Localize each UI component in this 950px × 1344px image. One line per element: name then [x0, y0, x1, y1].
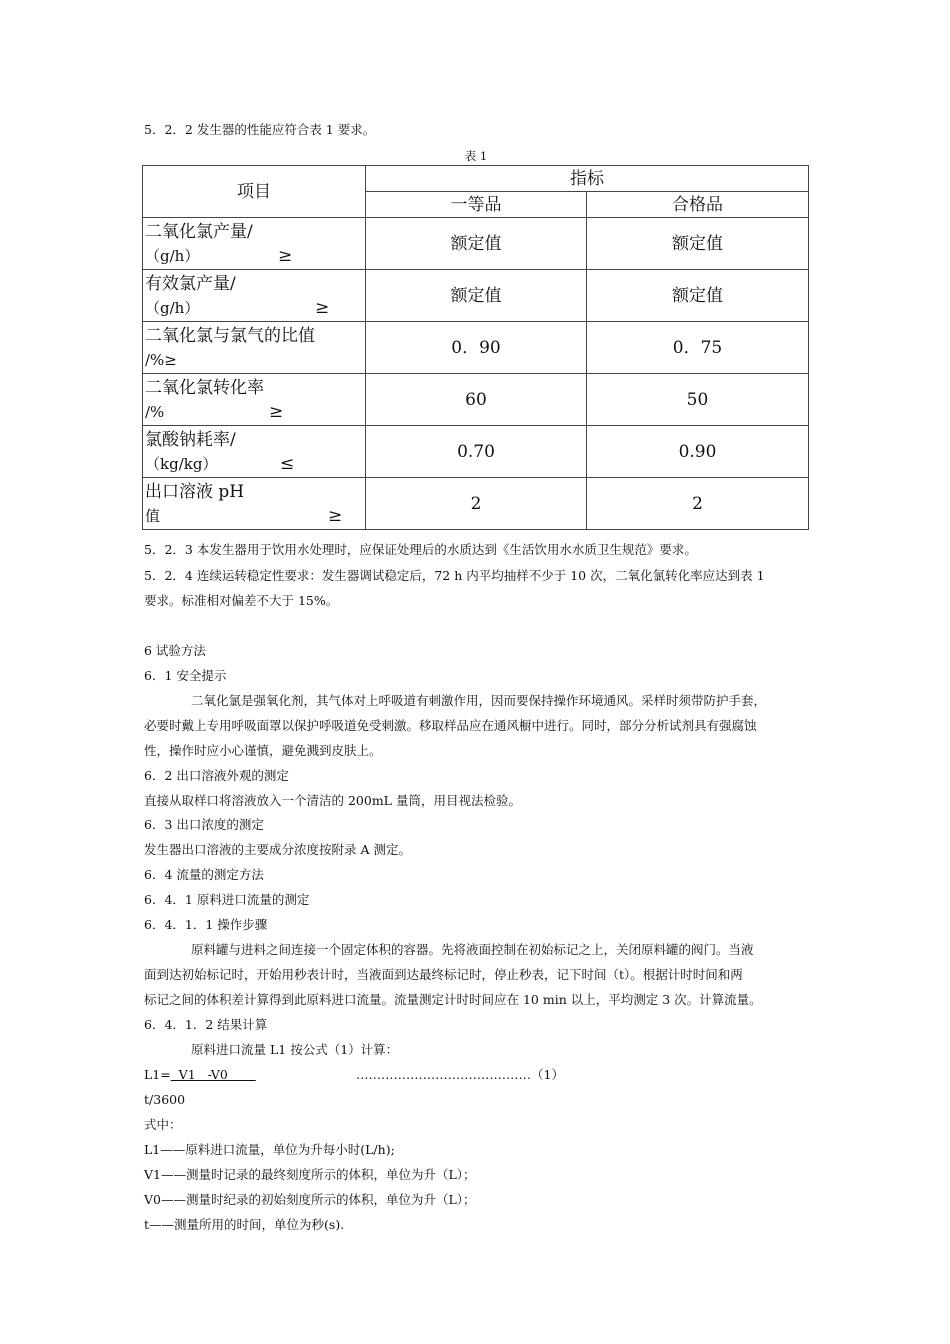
row-symbol: ≥ [315, 297, 330, 318]
section-6-2-title: 6．2 出口溶液外观的测定 [144, 768, 289, 783]
row-name: 出口溶液 pH [145, 481, 245, 502]
section-6-1-para-line1: 二氧化氯是强氧化剂，其气体对上呼吸道有刺激作用，因而要保持操作环境通风。采样时须带防护手套， [191, 693, 767, 708]
section-6-1-para-line3: 性，操作时应小心谨慎，避免溅到皮肤上。 [144, 743, 382, 758]
table-row [143, 426, 809, 478]
performance-table [142, 165, 809, 530]
cell-grade2: 额定值 [587, 270, 809, 322]
section-6-4-1-1-para-line1: 原料罐与进料之间连接一个固定体积的容器。先将液面控制在初始标记之上，关闭原料罐的阀门。当液 [191, 942, 754, 957]
row-symbol: ≥ [278, 245, 293, 266]
row-name: 氯酸钠耗率/ [145, 429, 236, 450]
section-6-3-title: 6．3 出口浓度的测定 [144, 817, 264, 832]
cell-grade2: 50 [587, 374, 809, 426]
row-unit: /% [145, 402, 165, 421]
section-6-4-title: 6．4 流量的测定方法 [144, 867, 264, 882]
table-row [143, 374, 809, 426]
cell-grade2: 2 [587, 478, 809, 530]
row-name: 有效氯产量/ [145, 273, 236, 294]
definition-l1: L1——原料进口流量，单位为升每小时(L/h); [144, 1142, 395, 1157]
table-row [143, 322, 809, 374]
header-item: 项目 [143, 166, 366, 218]
row-name: 二氧化氯转化率 [145, 377, 264, 398]
section-6-4-1-title: 6．4．1 原料进口流量的测定 [144, 892, 310, 907]
cell-grade1: 额定值 [366, 218, 587, 270]
row-name: 二氧化氯与氯气的比值 [145, 325, 315, 346]
formula-denominator: t/3600 [144, 1092, 186, 1107]
section-6-1-para-line2: 必要时戴上专用呼吸面罩以保护呼吸道免受刺激。移取样品应在通风橱中进行。同时，部分分析试剂具有强腐蚀 [144, 718, 757, 733]
cell-grade1: 2 [366, 478, 587, 530]
clause-5-2-2: 5．2．2 发生器的性能应符合表 1 要求。 [144, 122, 376, 137]
formula-line [144, 1062, 812, 1087]
row-symbol: ≤ [280, 453, 295, 474]
clause-5-2-3: 5．2．3 本发生器用于饮用水处理时，应保证处理后的水质达到《生活饮用水水质卫生规范》要求。 [144, 542, 697, 557]
cell-grade2: 额定值 [587, 218, 809, 270]
section-6-4-1-1-para-line3: 标记之间的体积差计算得到此原料进口流量。流量测定计时时间应在 10 min 以上，平均测定 3 次。计算流量。 [144, 992, 762, 1007]
section-6-1-title: 6．1 安全提示 [144, 668, 227, 683]
cell-grade2: 0．75 [587, 322, 809, 374]
cell-grade1: 0．90 [366, 322, 587, 374]
row-unit: （kg/kg） [145, 454, 218, 473]
row-name: 二氧化氯产量/ [145, 221, 253, 242]
table-row [143, 218, 809, 270]
header-index: 指标 [366, 166, 809, 192]
row-unit: 值 [145, 506, 161, 525]
section-6-3-para: 发生器出口溶液的主要成分浓度按附录 A 测定。 [144, 842, 411, 857]
clause-5-2-4-line2: 要求。标准相对偏差不大于 15%。 [144, 593, 339, 608]
section-6-4-1-1-title: 6．4．1．1 操作步骤 [144, 917, 268, 932]
row-symbol: ≥ [328, 505, 343, 526]
cell-grade1: 0.70 [366, 426, 587, 478]
row-unit: /%≥ [145, 350, 177, 369]
definition-t: t——测量所用的时间，单位为秒(s). [144, 1217, 345, 1232]
table-row [143, 270, 809, 322]
where-label: 式中： [144, 1117, 182, 1132]
table-row [143, 478, 809, 530]
definition-v0: V0——测量时纪录的初始刻度所示的体积，单位为升（L）； [144, 1192, 476, 1207]
section-6-title: 6 试验方法 [144, 643, 206, 658]
header-grade1: 一等品 [366, 192, 587, 218]
formula-number: ……………………………………（1） [356, 1067, 564, 1082]
definition-v1: V1——测量时记录的最终刻度所示的体积，单位为升（L）； [144, 1167, 476, 1182]
section-6-2-para: 直接从取样口将溶液放入一个清洁的 200mL 量筒，用目视法检验。 [144, 793, 521, 808]
clause-5-2-4-line1: 5．2．4 连续运转稳定性要求：发生器调试稳定后，72 h 内平均抽样不少于 10 次，二氧化氯转化率应达到表 1 [144, 568, 765, 583]
cell-grade1: 60 [366, 374, 587, 426]
row-unit: （g/h） [145, 246, 200, 265]
section-6-4-1-2-title: 6．4．1．2 结果计算 [144, 1017, 268, 1032]
formula-numerator: V1 -V0 [170, 1067, 256, 1082]
table-caption: 表 1 [464, 149, 488, 163]
cell-grade2: 0.90 [587, 426, 809, 478]
section-6-4-1-1-para-line2: 面到达初始标记时，开始用秒表计时，当液面到达最终标记时，停止秒表，记下时间（t）。根据计时时间和两 [144, 967, 743, 982]
formula-lhs: L1= [144, 1067, 171, 1082]
row-symbol: ≥ [269, 401, 284, 422]
cell-grade1: 额定值 [366, 270, 587, 322]
formula-intro: 原料进口流量 L1 按公式（1）计算： [191, 1042, 399, 1057]
header-grade2: 合格品 [587, 192, 809, 218]
row-unit: （g/h） [145, 298, 200, 317]
